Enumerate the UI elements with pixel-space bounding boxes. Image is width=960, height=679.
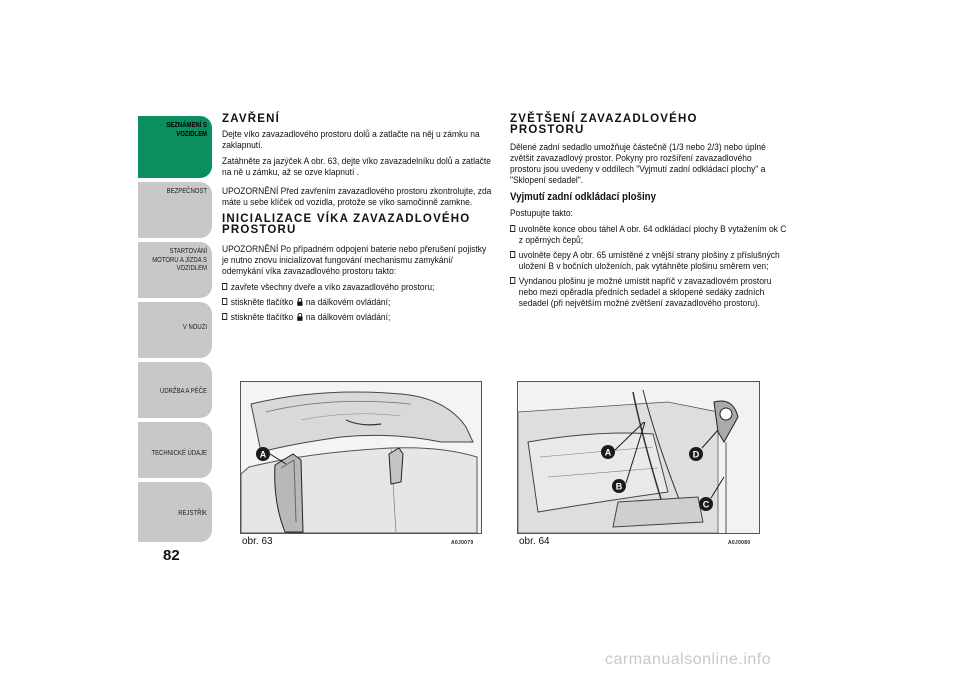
list-item-text: na dálkovém ovládání; xyxy=(305,297,391,308)
sidebar-tab-startovani[interactable] xyxy=(138,242,212,298)
right-column xyxy=(510,114,785,313)
list-item-text: zavřete všechny dveře a víko zavazadlového prostoru; xyxy=(230,282,435,293)
sidebar-tab-label: BEZPEČNOST xyxy=(166,188,207,195)
heading-zavreni: ZAVŘENÍ xyxy=(222,113,281,125)
figure-64-caption: obr. 64 xyxy=(519,536,550,547)
list-item-text: Vyndanou plošinu je možné umístit napříč v zavazadlovém prostoru nebo mezi opěradla předních sedadel a sklopené sedáky zadních sedadel (při největším možné zvětšení zavazadlového prostoru). xyxy=(518,276,772,309)
warning-paragraph: UPOZORNĚNÍ Po případném odpojení baterie nebo přerušení pojistky je nutno znovu inicializovat fungování mechanismu zamykání/ odemykání víka zavazadlového prostoru takto: xyxy=(222,244,487,277)
checkbox-bullet-icon xyxy=(222,313,227,320)
list-item-text: stiskněte tlačítko xyxy=(230,297,294,308)
checkbox-bullet-icon xyxy=(222,298,227,305)
list-item xyxy=(510,250,792,272)
sidebar-tab-technicke[interactable] xyxy=(138,422,212,478)
subheading: Vyjmutí zadní odkládací plošiny xyxy=(510,191,656,203)
sidebar-tab-label: STARTOVÁNÍ MOTORU A JÍZDA S VOZIDLEM xyxy=(152,248,207,272)
left-column xyxy=(222,114,494,327)
list-item xyxy=(510,276,792,309)
padlock-icon xyxy=(296,313,302,321)
heading-inicializace: INICIALIZACE VÍKA ZAVAZADLOVÉHO PROSTORU xyxy=(222,213,471,236)
checkbox-bullet-icon xyxy=(510,251,515,258)
parcel-shelf-illustration xyxy=(518,382,759,533)
paragraph: Dejte víko zavazadlového prostoru dolů a zatlačte na něj u zámku na zaklapnutí. xyxy=(222,129,480,151)
figure-64-parcel-shelf xyxy=(517,381,760,534)
list-item xyxy=(222,297,501,308)
sidebar-tab-bezpecnost[interactable] xyxy=(138,182,212,238)
paragraph: Postupujte takto: xyxy=(510,208,573,219)
figure-63-trunk-lid xyxy=(240,381,482,534)
list-item-text: na dálkovém ovládání; xyxy=(305,312,391,323)
sidebar-tab-label: REJSTŘÍK xyxy=(178,510,207,517)
list-item xyxy=(222,282,501,293)
sidebar-tab-rejstrik[interactable] xyxy=(138,482,212,542)
list-item-text: stiskněte tlačítko xyxy=(230,312,294,323)
label-a-marker: A xyxy=(604,447,612,458)
list-item-text: uvolněte čepy A obr. 65 umístěné z vnější strany plošiny z příslušných uložení B v bočních uloženích, pak vytáhněte plošinu směrem ven; xyxy=(518,250,780,272)
sidebar-tab-label: TECHNICKÉ ÚDAJE xyxy=(151,450,207,457)
label-a-marker: A xyxy=(259,449,267,460)
checkbox-bullet-icon xyxy=(510,225,515,232)
figure-64-code: A0J0080 xyxy=(728,540,751,546)
watermark: carmanualsonline.info xyxy=(605,651,772,668)
page-number: 82 xyxy=(163,547,180,564)
label-c-marker: C xyxy=(702,499,710,510)
sidebar-tab-v-nouzi[interactable] xyxy=(138,302,212,358)
checkbox-bullet-icon xyxy=(510,277,515,284)
sidebar-tab-label: SEZNÁMENÍ S VOZIDLEM xyxy=(166,122,207,138)
list-item xyxy=(510,224,792,246)
sidebar-tab-udrzba[interactable] xyxy=(138,362,212,418)
paragraph: Dělené zadní sedadlo umožňuje částečně (1/3 nebo 2/3) nebo úplné zvětšit zavazadlový prostor. Pokyny pro rozšíření zavazadlového prostoru jsou uvedeny v oddílech "Vyjmutí zadní odkládací plochy" a "Sklopení sedadel". xyxy=(510,142,766,186)
label-d-marker: D xyxy=(692,449,700,460)
list-item-text: uvolněte konce obou táhel A obr. 64 odkládací plochy B vytažením ok C z opěrných čepů; xyxy=(518,224,787,246)
checkbox-bullet-icon xyxy=(222,283,227,290)
figure-63-code: A0J0079 xyxy=(451,540,474,546)
sidebar-tab-label: ÚDRŽBA A PÉČE xyxy=(160,388,207,395)
paragraph: Zatáhněte za jazýček A obr. 63, dejte víko zavazadelníku dolů a zatlačte na ně u zámku, až se ozve klapnutí . xyxy=(222,156,491,178)
list-item xyxy=(222,312,501,323)
warning-paragraph: UPOZORNĚNÍ Před zavřením zavazadlového prostoru zkontrolujte, zda máte u sebe klíček od vozidla, protože se víko samočinně zamkne. xyxy=(222,186,492,208)
padlock-icon xyxy=(296,298,302,306)
figure-63-caption: obr. 63 xyxy=(242,536,273,547)
sidebar-tab-label: V NOUZI xyxy=(182,324,207,331)
trunk-lid-illustration xyxy=(241,382,481,533)
sidebar-tab-seznameni[interactable] xyxy=(138,116,212,178)
heading-zvetseni: ZVĚTŠENÍ ZAVAZADLOVÉHO PROSTORU xyxy=(510,113,698,136)
label-b-marker: B xyxy=(615,481,623,492)
